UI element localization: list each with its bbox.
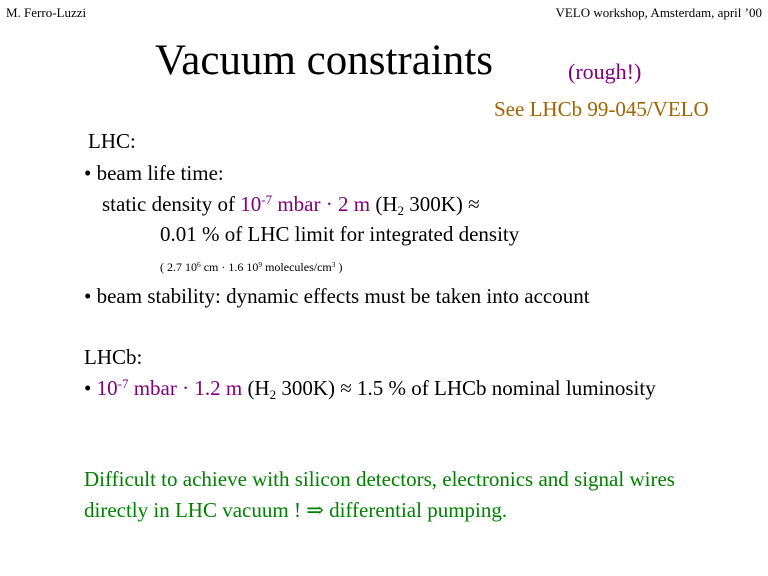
detail-exp-c: 3: [331, 259, 336, 269]
lhcb-value-exponent: -7: [117, 375, 129, 391]
static-density-prefix: static density of: [102, 192, 241, 216]
detail-part-a: ( 2.7 10: [160, 260, 197, 274]
event-header: VELO workshop, Amsterdam, april ’00: [555, 5, 762, 20]
static-value-rest: mbar · 2 m: [272, 192, 371, 216]
lhcb-gas-subscript: 2: [269, 386, 277, 402]
author-header: M. Ferro-Luzzi: [6, 5, 87, 20]
static-value-base: 10: [240, 192, 262, 216]
lhc-bullet-stability: • beam stability: dynamic effects must be taken into account: [84, 284, 590, 308]
conclusion-line-1: Difficult to achieve with silicon detectors, electronics and signal wires: [84, 467, 675, 491]
lhcb-value: [97, 376, 243, 400]
detail-part-d: ): [335, 260, 343, 274]
lhcb-gas-close: 300K) ≈ 1.5 % of LHCb nominal luminosity: [276, 376, 656, 400]
conclusion-text: directly in LHC vacuum !: [84, 498, 307, 522]
lhcb-gas-open: (H: [242, 376, 270, 400]
slide-title: Vacuum constraints: [155, 37, 493, 84]
title-note: (rough!): [568, 59, 642, 84]
lhc-bullet-lifetime: • beam life time:: [84, 161, 224, 185]
static-gas-subscript: 2: [397, 202, 404, 218]
implies-arrow-icon: ⇒: [306, 498, 324, 522]
static-density-line: [102, 192, 480, 217]
static-value-exponent: -7: [261, 191, 273, 207]
conclusion-result: differential pumping.: [323, 498, 508, 522]
lhcb-heading: LHCb:: [84, 345, 143, 369]
lhc-heading: LHC:: [88, 129, 136, 153]
static-gas-close: 300K) ≈: [404, 192, 480, 216]
conclusion-line-2: [84, 498, 507, 523]
reference-note: See LHCb 99-045/VELO: [494, 97, 709, 121]
lhcb-bullet-luminosity: [84, 376, 656, 401]
lhcb-value-rest: mbar · 1.2 m: [128, 376, 243, 400]
detail-exp-a: 6: [197, 259, 201, 269]
detail-exp-b: 9: [258, 259, 263, 269]
lhcb-value-base: 10: [96, 376, 118, 400]
static-density-value: [240, 192, 370, 216]
static-gas-open: (H: [370, 192, 398, 216]
detail-part-c: molecules/cm: [262, 260, 332, 274]
integrated-density-detail: [160, 260, 342, 275]
lhcb-bullet-mark: •: [84, 376, 97, 400]
detail-part-b: cm · 1.6 10: [200, 260, 259, 274]
lhc-limit-fraction: 0.01 % of LHC limit for integrated density: [160, 222, 520, 246]
